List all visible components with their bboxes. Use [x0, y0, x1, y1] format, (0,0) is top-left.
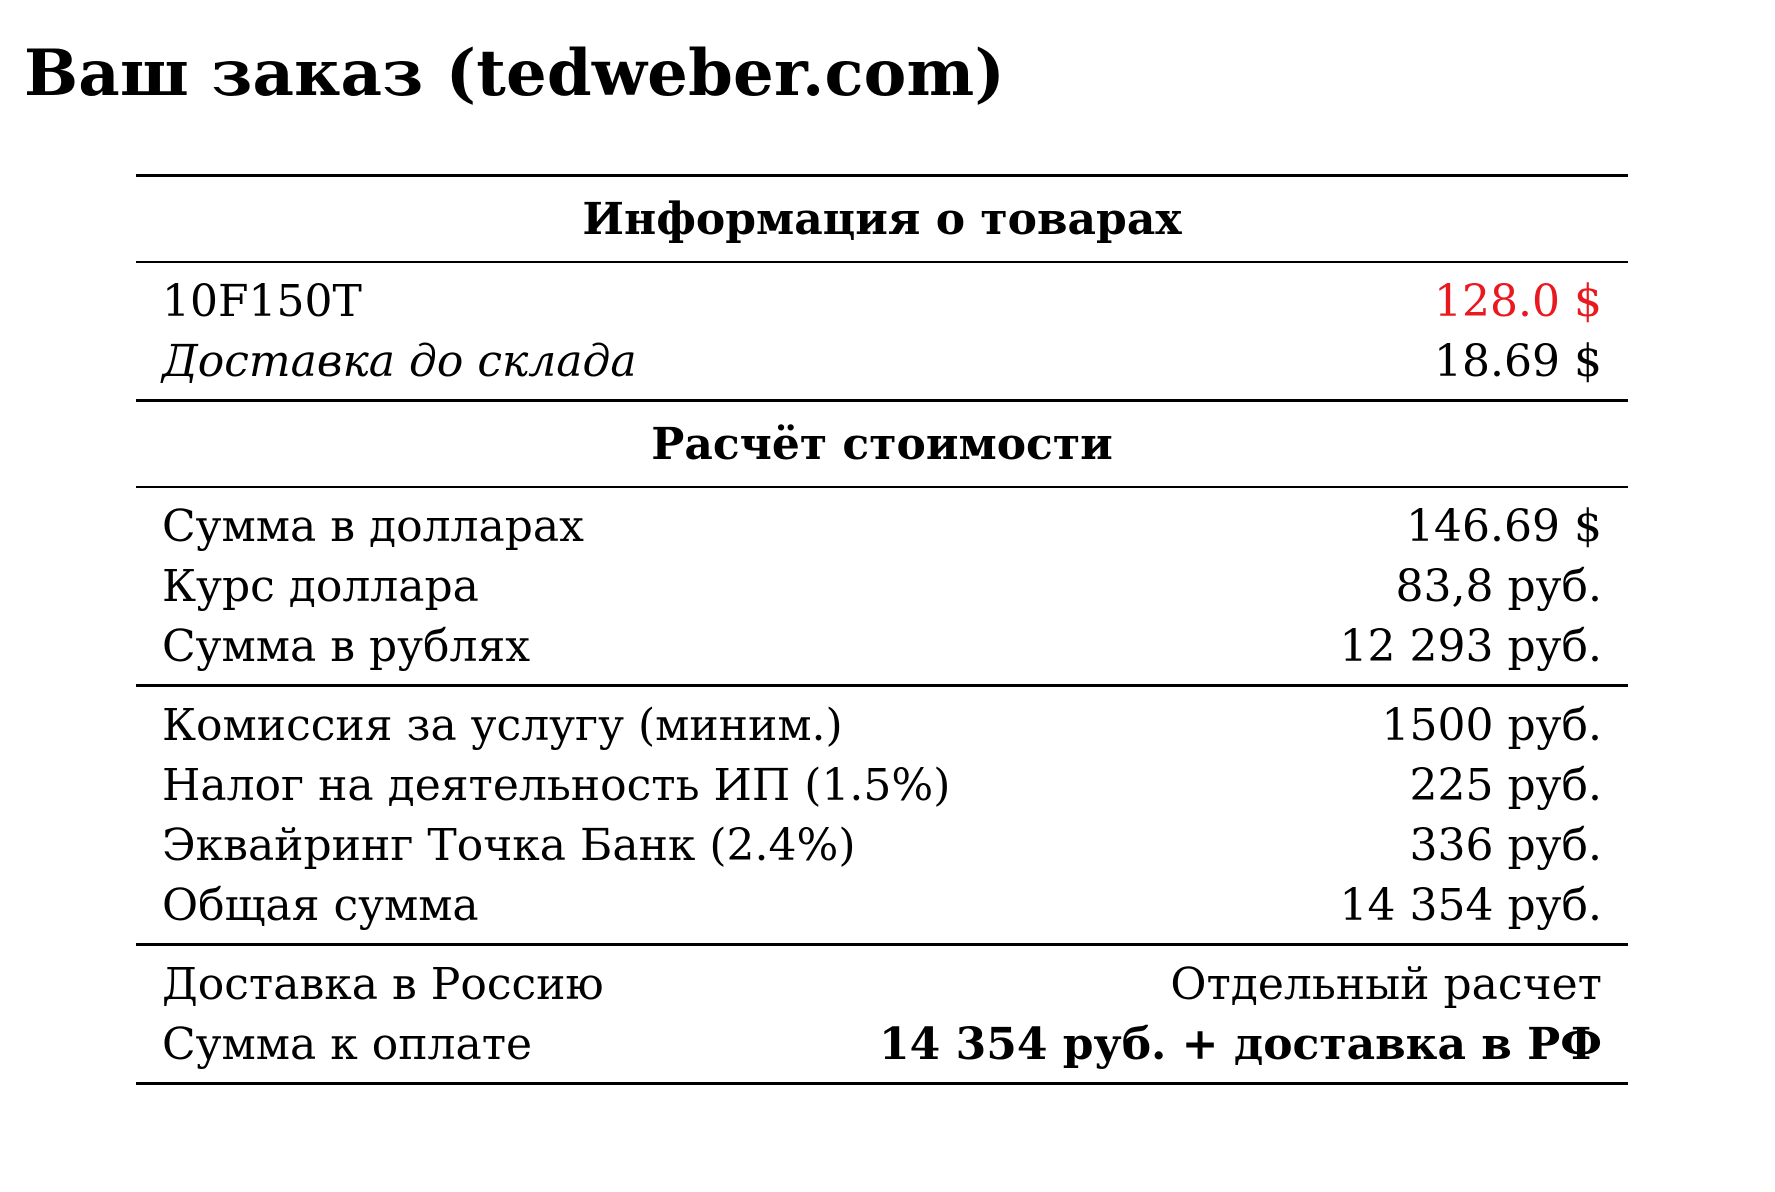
warehouse-shipping-row: [162, 331, 1602, 391]
table-bottom-rule: [136, 1082, 1628, 1085]
usd-sum-label: Сумма в долларах: [162, 500, 584, 552]
acquiring-label: Эквайринг Точка Банк (2.4%): [162, 819, 856, 871]
tax-value: 225 руб.: [1409, 759, 1602, 811]
russia-shipping-row: [162, 954, 1602, 1014]
total-label: Общая сумма: [162, 879, 479, 931]
product-code: 10F150T: [162, 275, 362, 327]
rub-sum-row: [162, 616, 1602, 676]
page-title: Ваш заказ (tedweber.com): [24, 36, 1005, 111]
amount-due-label: Сумма к оплате: [162, 1018, 533, 1070]
total-value: 14 354 руб.: [1339, 879, 1602, 931]
exchange-rate-row: [162, 556, 1602, 616]
russia-shipping-value: Отдельный расчет: [1170, 958, 1602, 1010]
final-group: [136, 946, 1628, 1082]
service-fee-label: Комиссия за услугу (миним.): [162, 699, 843, 751]
tax-label: Налог на деятельность ИП (1.5%): [162, 759, 951, 811]
exchange-rate-value: 83,8 руб.: [1395, 560, 1602, 612]
order-summary-table: [136, 174, 1628, 1085]
products-group: [136, 263, 1628, 399]
warehouse-shipping-value: 18.69 $: [1434, 335, 1602, 387]
russia-shipping-label: Доставка в Россию: [162, 958, 604, 1010]
conversion-group: [136, 488, 1628, 684]
rub-sum-label: Сумма в рублях: [162, 620, 531, 672]
rub-sum-value: 12 293 руб.: [1339, 620, 1602, 672]
tax-row: [162, 755, 1602, 815]
fees-group: [136, 687, 1628, 943]
product-price: 128.0 $: [1434, 275, 1602, 327]
calculation-section-header: Расчёт стоимости: [651, 418, 1113, 470]
service-fee-row: [162, 695, 1602, 755]
acquiring-value: 336 руб.: [1409, 819, 1602, 871]
products-section-header: Информация о товарах: [582, 193, 1182, 245]
amount-due-value: 14 354 руб. + доставка в РФ: [879, 1018, 1602, 1070]
product-row: [162, 271, 1602, 331]
exchange-rate-label: Курс доллара: [162, 560, 479, 612]
usd-sum-value: 146.69 $: [1406, 500, 1602, 552]
warehouse-shipping-label: Доставка до склада: [162, 335, 637, 387]
usd-sum-row: [162, 496, 1602, 556]
amount-due-row: [162, 1014, 1602, 1074]
acquiring-row: [162, 815, 1602, 875]
total-row: [162, 875, 1602, 935]
service-fee-value: 1500 руб.: [1381, 699, 1602, 751]
